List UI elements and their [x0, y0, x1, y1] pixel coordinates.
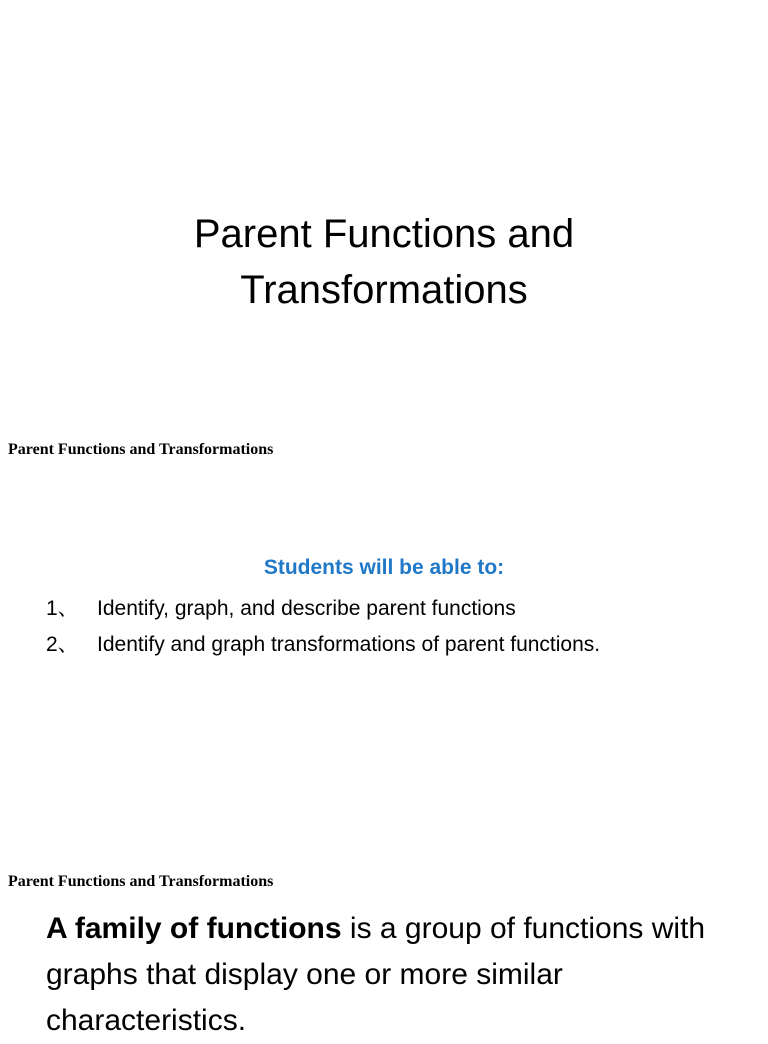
objective-item: [46, 627, 600, 663]
objective-list: [46, 591, 600, 663]
slide-title-line-1: Parent Functions and: [193, 212, 575, 256]
definition-text: is a group of functions with graphs that display one or more similar characteristics.: [46, 912, 706, 1037]
objective-number: 2、: [46, 633, 79, 656]
objective-item: [46, 591, 600, 627]
slide-title: [0, 206, 768, 318]
objective-text: Identify and graph transformations of parent functions.: [97, 633, 601, 656]
objective-text: Identify, graph, and describe parent functions: [97, 597, 516, 620]
objectives-heading: Students will be able to:: [263, 556, 505, 579]
definition-term: A family of functions: [46, 912, 342, 945]
slide-title-line-2: Transformations: [240, 268, 528, 312]
definition-paragraph: [46, 906, 746, 1044]
page-header: Parent Functions and Transformations: [8, 873, 274, 890]
page-header: Parent Functions and Transformations: [8, 441, 274, 458]
objective-number: 1、: [46, 597, 79, 620]
